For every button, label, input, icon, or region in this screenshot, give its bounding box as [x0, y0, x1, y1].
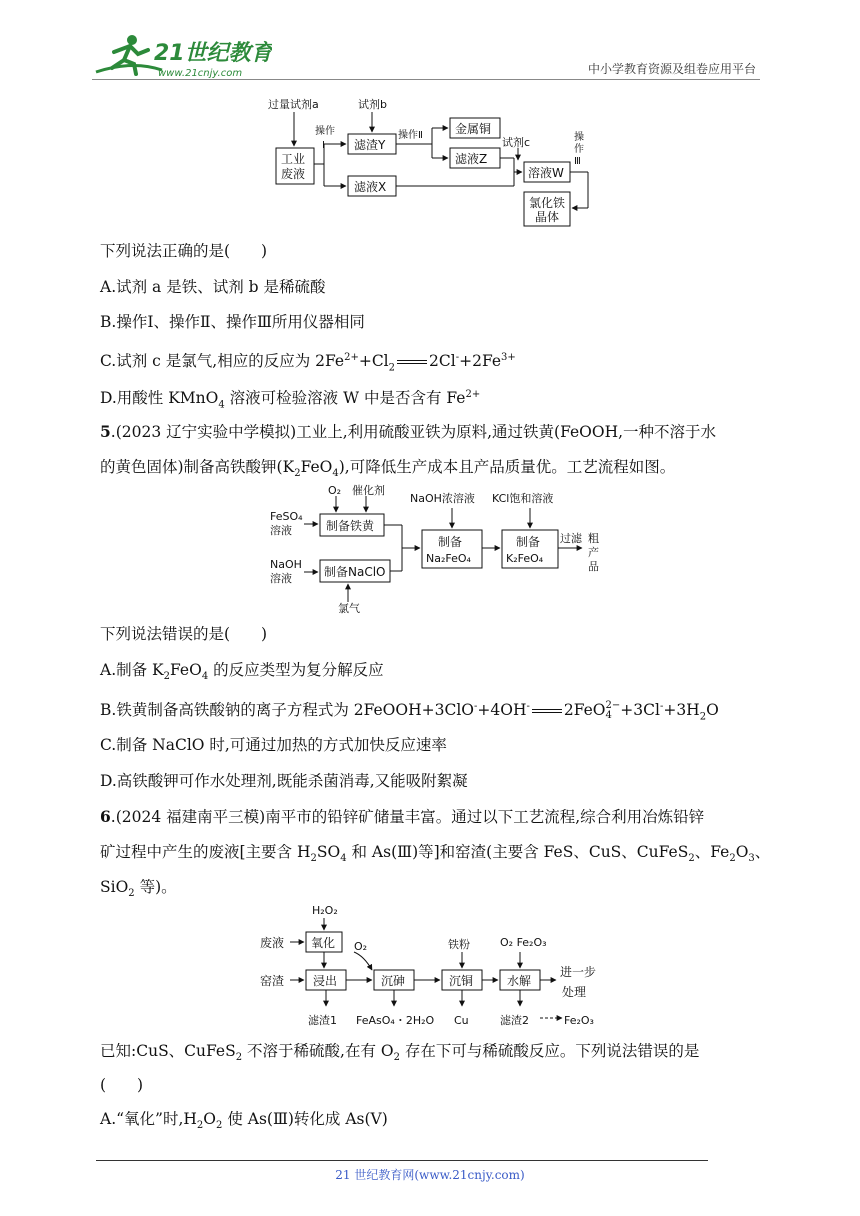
reagent-a: 过量试剂a — [268, 98, 319, 111]
q5-option-c[interactable]: C.制备 NaClO 时,可通过加热的方式加快反应速率 — [100, 736, 447, 754]
runner-icon — [96, 35, 162, 74]
feso4-l1: FeSO₄ — [270, 510, 303, 523]
fe2o3-label: Fe₂O₃ — [564, 1014, 594, 1027]
hydrolysis-box: 水解 — [507, 974, 532, 988]
o2-fe2o3-label: O₂ Fe₂O₃ — [500, 936, 547, 949]
flow-diagram-3 — [256, 902, 606, 1030]
box4-l1: 制备 — [516, 535, 541, 549]
q4-option-a[interactable]: A.试剂 a 是铁、试剂 b 是稀硫酸 — [100, 278, 326, 296]
q5-option-a[interactable]: A.制备 $K_2FeO_4$ 的反应类型为复分解反应 — [100, 661, 384, 683]
q4-option-b[interactable]: B.操作Ⅰ、操作Ⅱ、操作Ⅲ所用仪器相同 — [100, 313, 365, 331]
product-l2: 产 — [588, 546, 599, 559]
op2-label: 操作Ⅱ — [398, 130, 423, 141]
catalyst-label: 催化剂 — [352, 484, 385, 497]
reagent-b: 试剂b — [358, 98, 387, 111]
q4-stem: 下列说法正确的是( ) — [100, 242, 268, 260]
q5-option-b[interactable]: B.铁黄制备高铁酸钠的离子方程式为 2FeOOH+3ClO-+4OH- 2FeO 2− 4 $+3Cl^-+3H_2O$ — [100, 700, 719, 723]
feaso4-label: FeAsO₄・2H₂O — [356, 1014, 435, 1027]
further-l2: 处理 — [562, 985, 587, 999]
crystal-l2: 晶体 — [535, 210, 560, 224]
site-logo[interactable] — [92, 30, 272, 82]
solution-w: 溶液W — [528, 166, 564, 180]
waste-label: 废液 — [260, 936, 285, 950]
cu-label: Cu — [454, 1014, 469, 1027]
filtrate-z: 滤液Z — [455, 152, 488, 166]
op3-l2: 作 — [574, 144, 584, 155]
q6-known: 已知:CuS、CuFeS$_2$ 不溶于稀硫酸,在有 $O_2$ 存在下可与稀硫酸反应。下列说法错误的是 — [100, 1042, 700, 1064]
h2o2-label: H₂O₂ — [312, 904, 338, 917]
platform-name: 中小学教育资源及组卷应用平台 — [587, 62, 756, 76]
q6-answer-paren: ( ) — [100, 1076, 144, 1094]
product-l3: 品 — [588, 560, 599, 573]
iron-powder-label: 铁粉 — [448, 938, 470, 951]
header-divider — [92, 79, 760, 80]
footer-link[interactable]: 21 世纪教育网(www.21cnjy.com) — [335, 1168, 525, 1182]
q4-option-d[interactable]: D.用酸性 KMnO$_4$ 溶液可检验溶液 W 中是否含有 $Fe^{2+}$ — [100, 389, 481, 411]
o2-label-3: O₂ — [354, 940, 368, 953]
box4-l2: K₂FeO₄ — [506, 552, 544, 565]
kcl-label: KCl饱和溶液 — [492, 492, 554, 505]
box-naclo: 制备NaClO — [324, 565, 386, 579]
residue1-label: 滤渣1 — [308, 1014, 337, 1027]
reagent-c: 试剂c — [502, 136, 531, 149]
waste-liquid-l2: 废液 — [281, 167, 306, 181]
residue-y: 滤渣Y — [354, 138, 386, 152]
oxidize-box: 氧化 — [311, 936, 336, 950]
flow-diagram-1 — [262, 98, 612, 230]
naoh-l1: NaOH — [270, 558, 302, 571]
arsenic-box: 沉砷 — [381, 974, 406, 988]
chlorine-label: 氯气 — [338, 602, 360, 614]
op3-l1: 操 — [574, 132, 584, 143]
box3-l1: 制备 — [438, 535, 463, 549]
logo-text: 21世纪教育 — [154, 41, 272, 66]
kiln-label: 窑渣 — [260, 974, 285, 988]
q5-stem: 下列说法错误的是( ) — [100, 625, 268, 643]
q6-line-2: 矿过程中产生的废液[主要含 $H_2SO_4$ 和 As(Ⅲ)等]和窑渣(主要含 FeS、CuS、CuFeS$_2$、$Fe_2O_3$、 — [100, 843, 771, 865]
residue2-label: 滤渣2 — [500, 1014, 529, 1027]
flow-diagram-2 — [266, 484, 606, 614]
filtrate-x: 滤液X — [354, 180, 387, 194]
naoh-conc-label: NaOH浓溶液 — [410, 492, 475, 505]
product-l1: 粗 — [588, 532, 599, 545]
q4-option-c[interactable]: C.试剂 c 是氯气,相应的反应为 $2Fe^{2+}+Cl_2$ $2Cl^-+2Fe^{3+}$ — [100, 352, 516, 374]
q6-line-1: 6.(2024 福建南平三模)南平市的铅锌矿储量丰富。通过以下工艺流程,综合利用冶炼铅锌 — [100, 807, 705, 826]
metal-copper: 金属铜 — [455, 122, 492, 136]
op3-l3: Ⅲ — [574, 156, 581, 167]
leach-box: 浸出 — [313, 974, 338, 988]
logo-url: www.21cnjy.com — [158, 68, 243, 79]
q6-line-3: SiO$_2$ 等)。 — [100, 878, 177, 900]
q5-line-1: 5.(2023 辽宁实验中学模拟)工业上,利用硫酸亚铁为原料,通过铁黄(FeOOH,一种不溶于水 — [100, 422, 717, 441]
crystal-l1: 氯化铁 — [529, 196, 566, 210]
q6-option-a[interactable]: A.“氧化”时$,H_2O_2$ 使 As(Ⅲ)转化成 As(Ⅴ) — [100, 1110, 388, 1132]
waste-liquid-l1: 工业 — [281, 152, 306, 166]
op1-num: Ⅰ — [322, 140, 325, 151]
box3-l2: Na₂FeO₄ — [426, 552, 471, 565]
filter-label: 过滤 — [560, 532, 582, 545]
o2-label: O₂ — [328, 484, 342, 497]
copper-box: 沉铜 — [449, 974, 474, 988]
q5-line-2: 的黄色固体)制备高铁酸钾$(K_2FeO_4)$,可降低生产成本且产品质量优。工艺流程如图。 — [100, 458, 676, 480]
naoh-l2: 溶液 — [270, 572, 292, 585]
feso4-l2: 溶液 — [270, 524, 292, 537]
further-l1: 进一步 — [560, 965, 597, 979]
footer-divider — [96, 1160, 708, 1161]
q5-option-d[interactable]: D.高铁酸钾可作水处理剂,既能杀菌消毒,又能吸附絮凝 — [100, 772, 468, 790]
box-iron-yellow: 制备铁黄 — [326, 519, 375, 533]
op1-label: 操作 — [315, 126, 335, 137]
